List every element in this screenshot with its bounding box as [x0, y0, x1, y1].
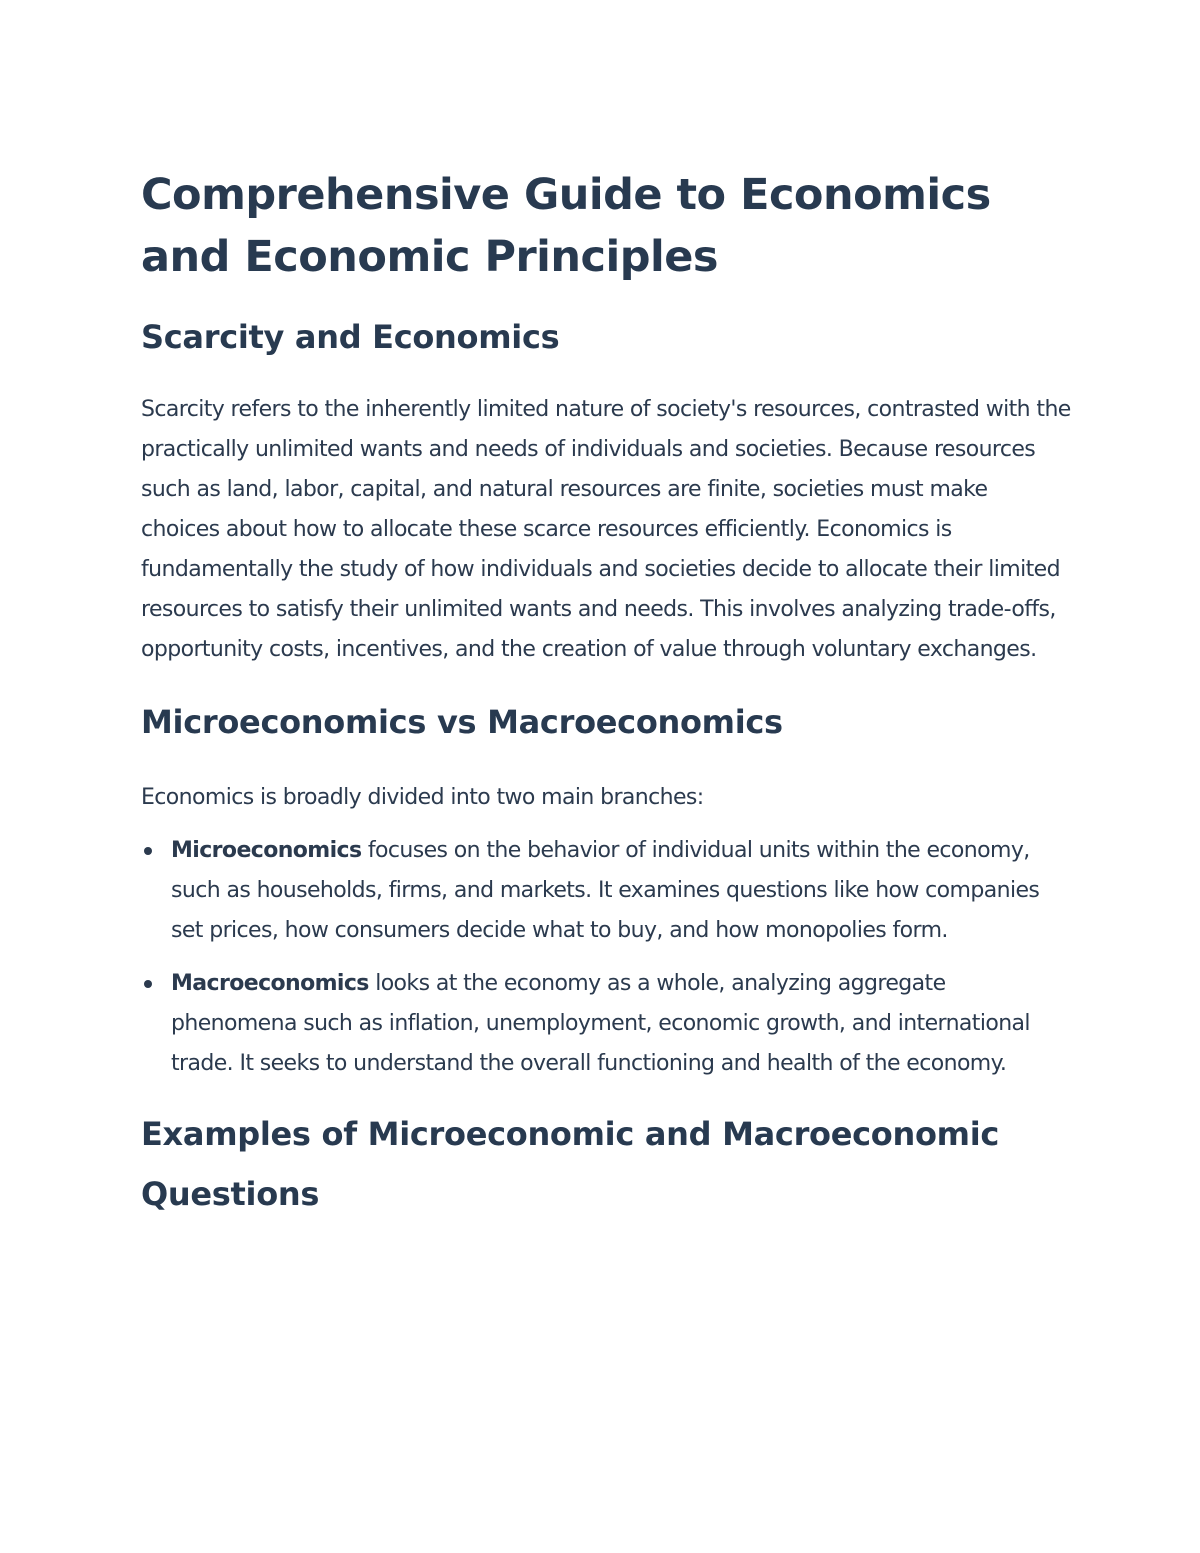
- section-heading-micro-vs-macro: Microeconomics vs Macroeconomics: [141, 703, 783, 741]
- branches-list: [141, 831, 1071, 1084]
- bullet-icon: [144, 980, 152, 988]
- section-heading-examples: Examples of Microeconomic and Macroeconomic Questions: [141, 1115, 1000, 1213]
- section-heading-scarcity: Scarcity and Economics: [141, 318, 560, 356]
- section-paragraph-scarcity: Scarcity refers to the inherently limited nature of society's resources, contrasted with the practically unlimited wants and needs of individuals and societies. Because resources such as land, labor, capital, and natural resources are finite, societies must make choices about how to allocate these scarce resources efficiently. Economics is fundamentally the study of how individuals and societies decide to allocate their limited resources to satisfy their unlimited wants and needs. This involves analyzing trade-offs, opportunity costs, incentives, and the creation of value through voluntary exchanges.: [141, 397, 1071, 662]
- list-item-term: Microeconomics: [171, 838, 362, 863]
- document-title: Comprehensive Guide to Economics and Economic Principles: [141, 170, 991, 282]
- bullet-icon: [144, 847, 152, 855]
- list-item-text: focuses on the behavior of individual units within the economy, such as households, firms, and markets. It examines questions like how companies set prices, how consumers decide what to buy, and how monopolies form.: [171, 838, 1040, 943]
- section-intro-branches: Economics is broadly divided into two main branches:: [141, 785, 704, 810]
- list-item: [141, 831, 1071, 951]
- list-item-text: looks at the economy as a whole, analyzing aggregate phenomena such as inflation, unemployment, economic growth, and international trade. It seeks to understand the overall functioning and health of the economy.: [171, 971, 1030, 1076]
- document-page: [141, 164, 1071, 1224]
- list-item-term: Macroeconomics: [171, 971, 369, 996]
- list-item: [141, 964, 1071, 1084]
